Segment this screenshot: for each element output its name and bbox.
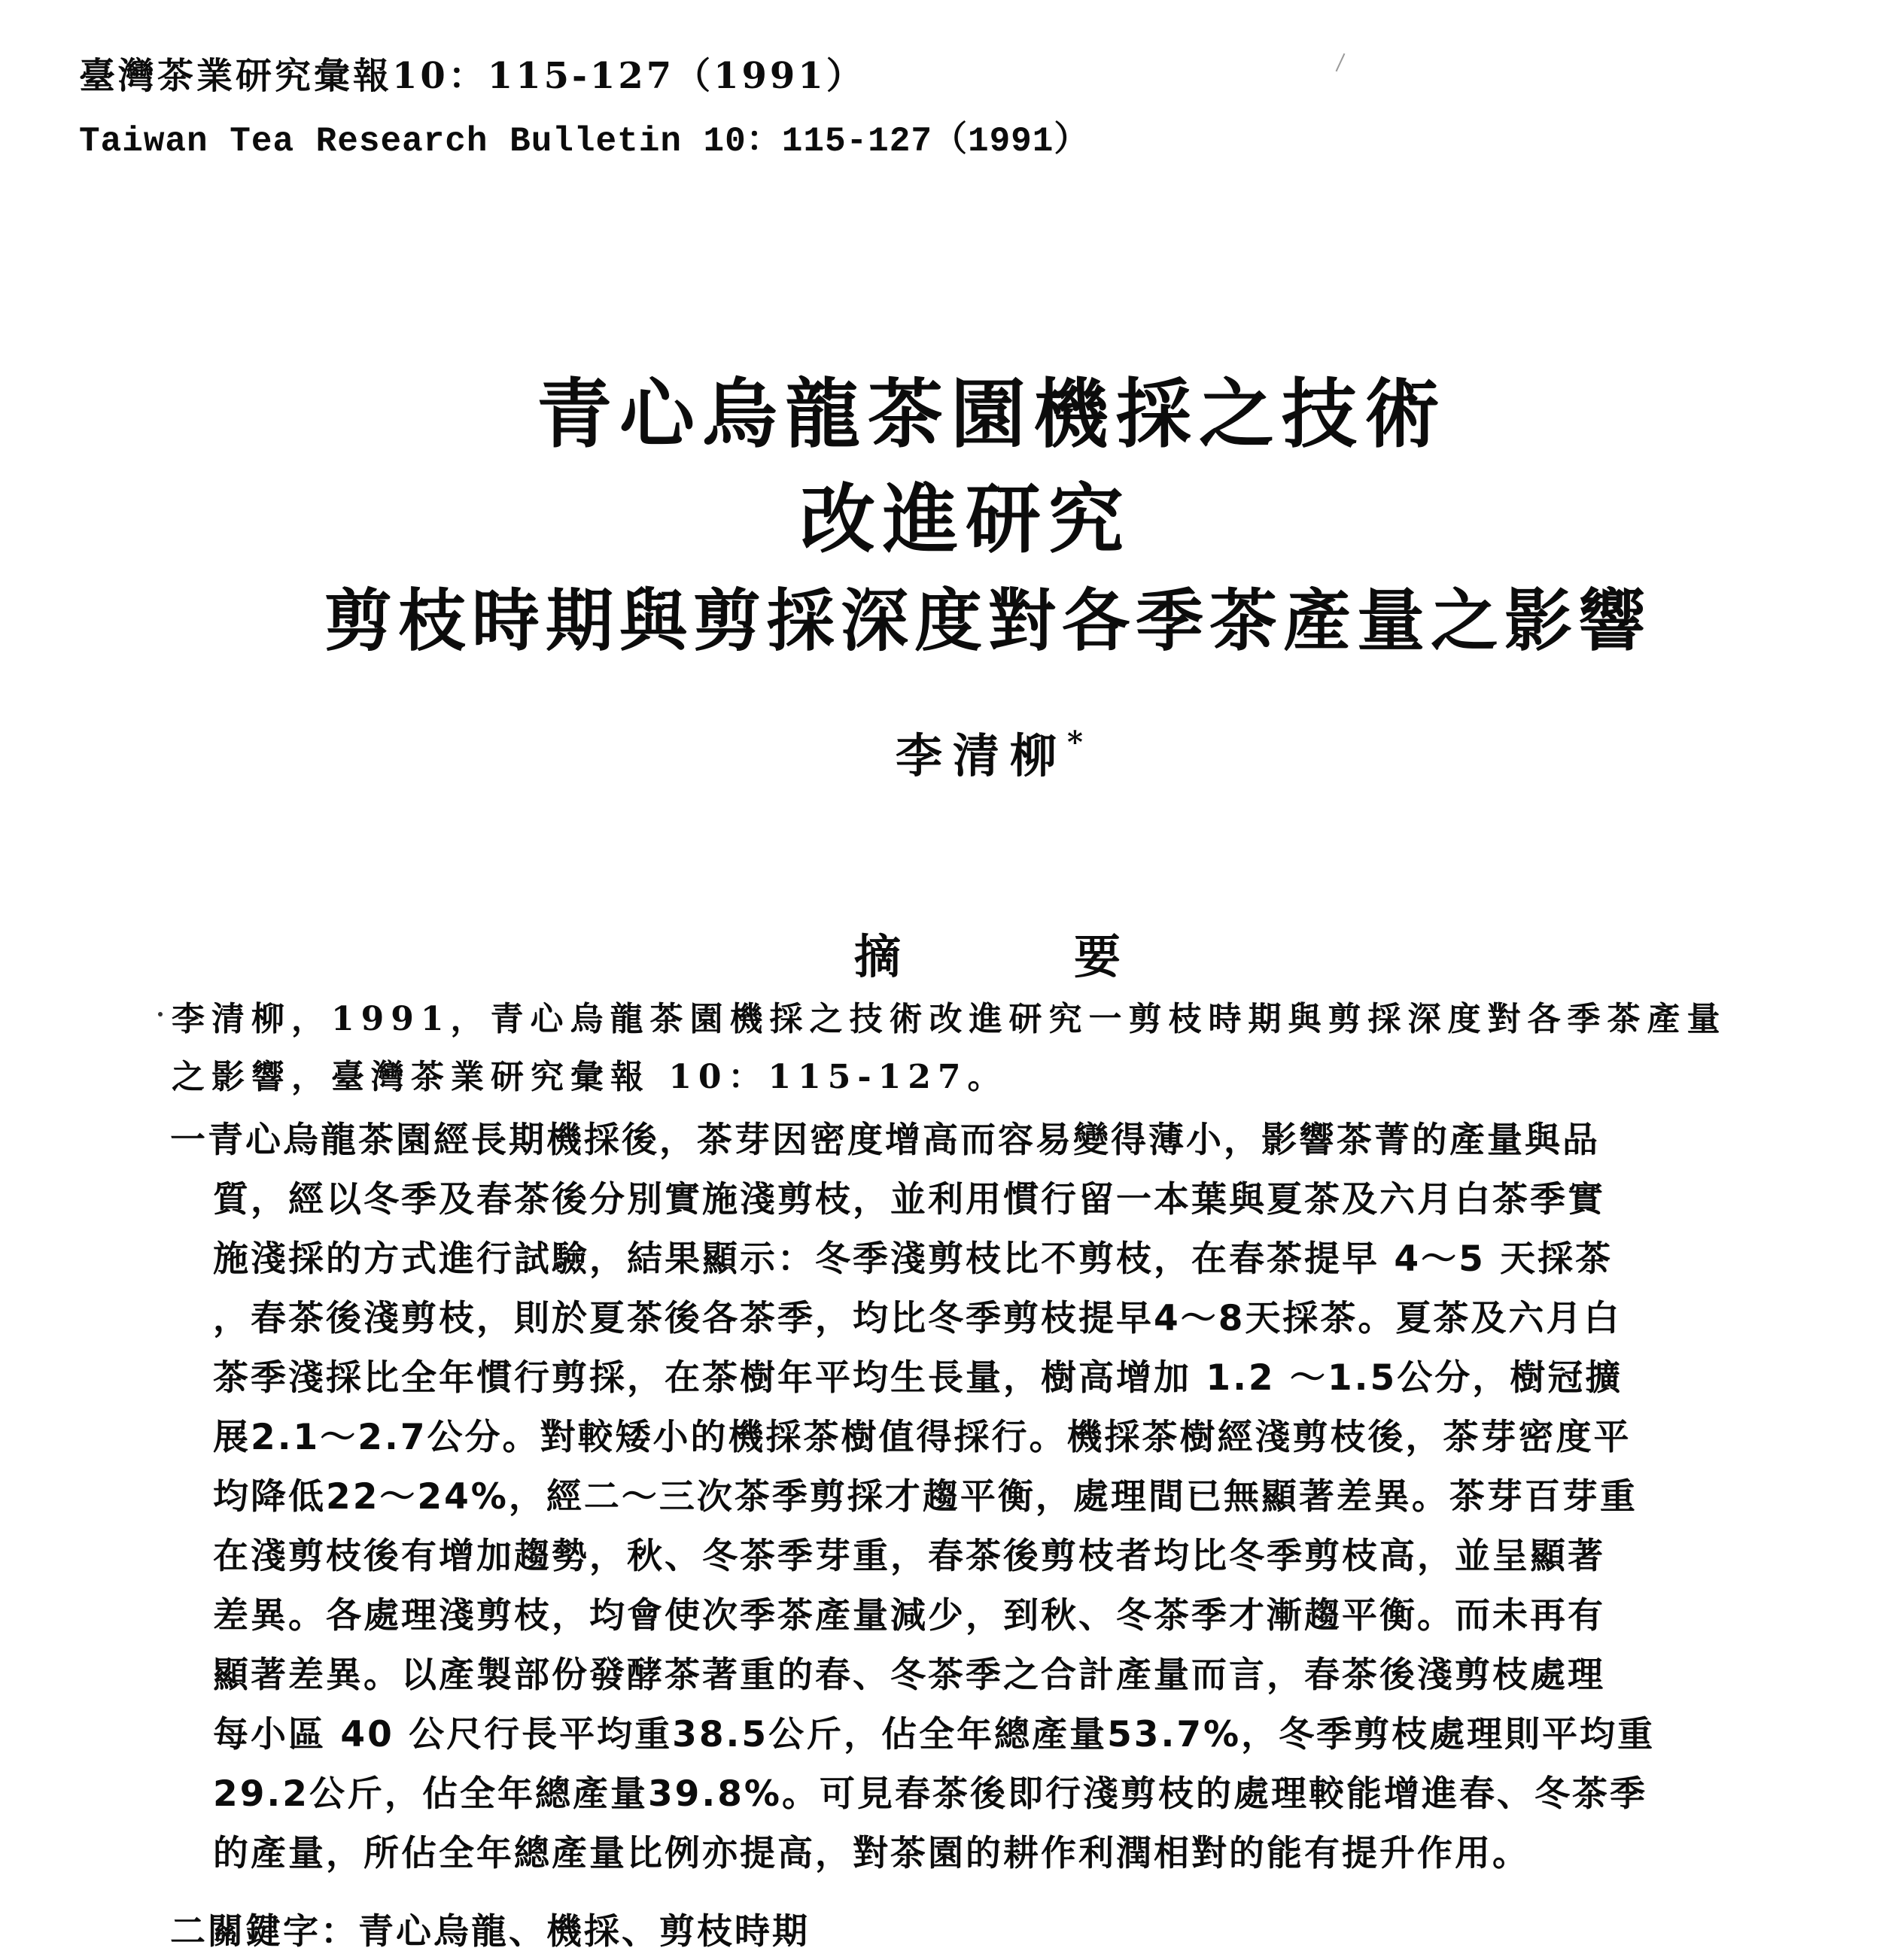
abstract-body-line: 每小區 40 公尺行長平均重38.5公斤，佔全年總產量53.7%，冬季剪枝處理則平均重 — [213, 1714, 1656, 1755]
abstract-body-line: 施淺採的方式進行試驗，結果顯示：冬季淺剪枝比不剪枝，在春茶提早 4～5 天採茶 — [213, 1238, 1614, 1280]
journal-citation-zh: 臺灣茶業研究彙報10：115-127（1991） — [79, 55, 865, 97]
scan-artifact-mark — [1336, 53, 1346, 71]
abstract-heading-right: 要 — [1074, 929, 1121, 984]
journal-citation-en: Taiwan Tea Research Bulletin 10：115-127（1991） — [79, 122, 1090, 161]
abstract-body-line: 質，經以冬季及春茶後分別實施淺剪枝，並利用慣行留一本葉與夏茶及六月白茶季實 — [213, 1179, 1605, 1220]
abstract-body-line: 在淺剪枝後有增加趨勢，秋、冬茶季芽重，春茶後剪枝者均比冬季剪枝高，並呈顯著 — [213, 1536, 1605, 1577]
abstract-body-line: 顯著差異。以產製部份發酵茶著重的春、冬茶季之合計產量而言，春茶後淺剪枝處理 — [213, 1655, 1605, 1696]
abstract-body-line: ，春茶後淺剪枝，則於夏茶後各茶季，均比冬季剪枝提早4～8天採茶。夏茶及六月白 — [213, 1298, 1622, 1339]
title-line-2: 改進研究 — [800, 475, 1131, 564]
subtitle: 剪枝時期與剪採深度對各季茶產量之影響 — [324, 581, 1652, 661]
abstract-body-line: 茶季淺採比全年慣行剪採，在茶樹年平均生長量，樹高增加 1.2 ～1.5公分，樹冠擴 — [213, 1357, 1623, 1399]
keywords: 二關鍵字：青心烏龍、機採、剪枝時期 — [170, 1911, 810, 1952]
abstract-body-line: 均降低22～24%，經二～三次茶季剪採才趨平衡，處理間已無顯著差異。茶芽百芽重 — [213, 1476, 1638, 1518]
abstract-body-line: 的產量，所佔全年總產量比例亦提高，對茶園的耕作利潤相對的能有提升作用。 — [213, 1833, 1530, 1874]
abstract-body-line: 一青心烏龍茶園經長期機採後，茶芽因密度增高而容易變得薄小，影響茶菁的產量與品 — [170, 1120, 1600, 1161]
abstract-heading — [854, 919, 1121, 986]
abstract-body-line: 29.2公斤，佔全年總產量39.8%。可見春茶後即行淺剪枝的處理較能增進春、冬茶季 — [213, 1773, 1648, 1815]
abstract-body-line: 展2.1～2.7公分。對較矮小的機採茶樹值得採行。機採茶樹經淺剪枝後，茶芽密度平 — [213, 1417, 1632, 1458]
abstract-heading-left: 摘 — [854, 929, 902, 984]
author — [896, 719, 1083, 786]
citation-line-2: 之影響，臺灣茶業研究彙報 10：115-127。 — [172, 1058, 1008, 1096]
title-line-1: 青心烏龍茶園機採之技術 — [537, 369, 1447, 458]
author-name: 李清柳 — [896, 728, 1068, 783]
abstract-body-line: 差異。各處理淺剪枝，均會使次季茶產量減少，到秋、冬茶季才漸趨平衡。而未再有 — [213, 1595, 1605, 1636]
citation-line-1: 李清柳，1991，青心烏龍茶園機採之技術改進研究一剪枝時期與剪採深度對各季茶產量 — [172, 1000, 1727, 1038]
author-footnote-mark: * — [1067, 725, 1083, 760]
scan-dot-mark — [158, 1012, 163, 1016]
